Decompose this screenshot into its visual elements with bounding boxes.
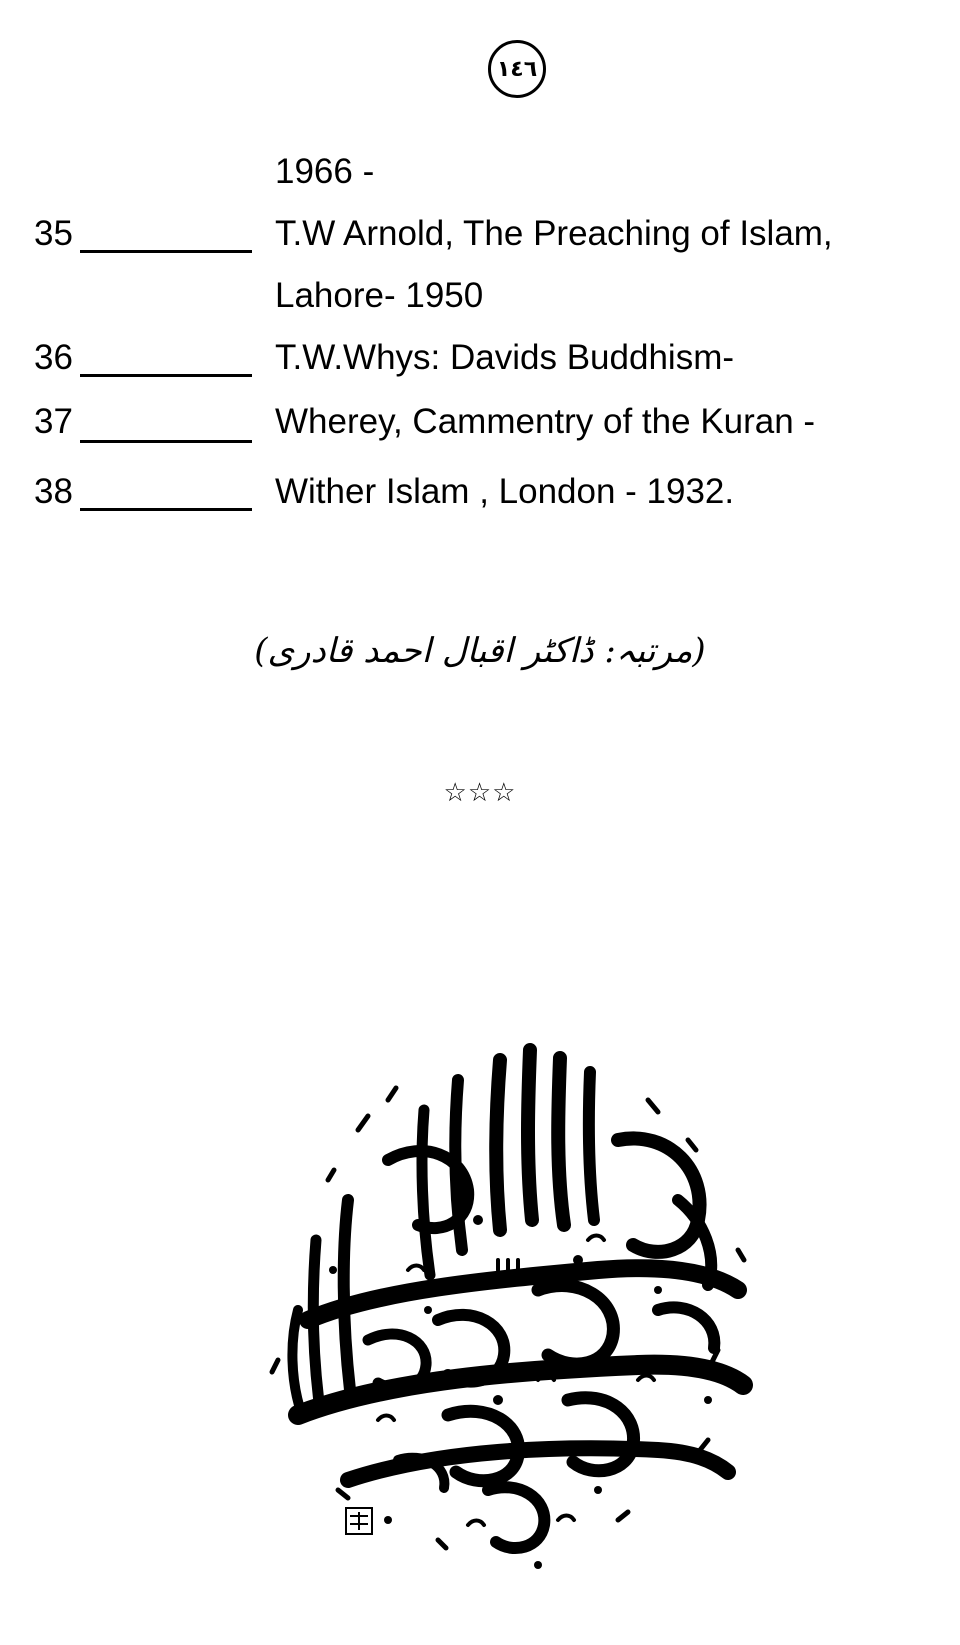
reference-number-35: 35	[34, 214, 73, 253]
section-separator-stars: ☆☆☆	[443, 778, 517, 808]
reference-text-38: Wither Islam , London - 1932.	[275, 472, 735, 511]
reference-text-37: Wherey, Cammentry of the Kuran -	[275, 402, 816, 441]
reference-rule-35	[80, 250, 252, 253]
reference-text-35: T.W Arnold, The Preaching of Islam,	[275, 214, 833, 253]
reference-rule-36	[80, 374, 252, 377]
reference-continuation: 1966 -	[275, 152, 375, 191]
page-number: ١٤٦	[488, 40, 546, 98]
compiler-note: (مرتبہ: ڈاکٹر اقبال احمد قادری)	[254, 631, 706, 671]
reference-number-37: 37	[34, 402, 73, 441]
reference-number-38: 38	[34, 472, 73, 511]
islamic-calligraphy-roundel-icon	[238, 1020, 768, 1580]
calligrapher-signature-mark	[346, 1508, 372, 1534]
reference-rule-37	[80, 440, 252, 443]
reference-rule-38	[80, 508, 252, 511]
reference-text-36: T.W.Whys: Davids Buddhism-	[275, 338, 734, 377]
reference-text-35-continued: Lahore- 1950	[275, 276, 484, 315]
reference-number-36: 36	[34, 338, 73, 377]
